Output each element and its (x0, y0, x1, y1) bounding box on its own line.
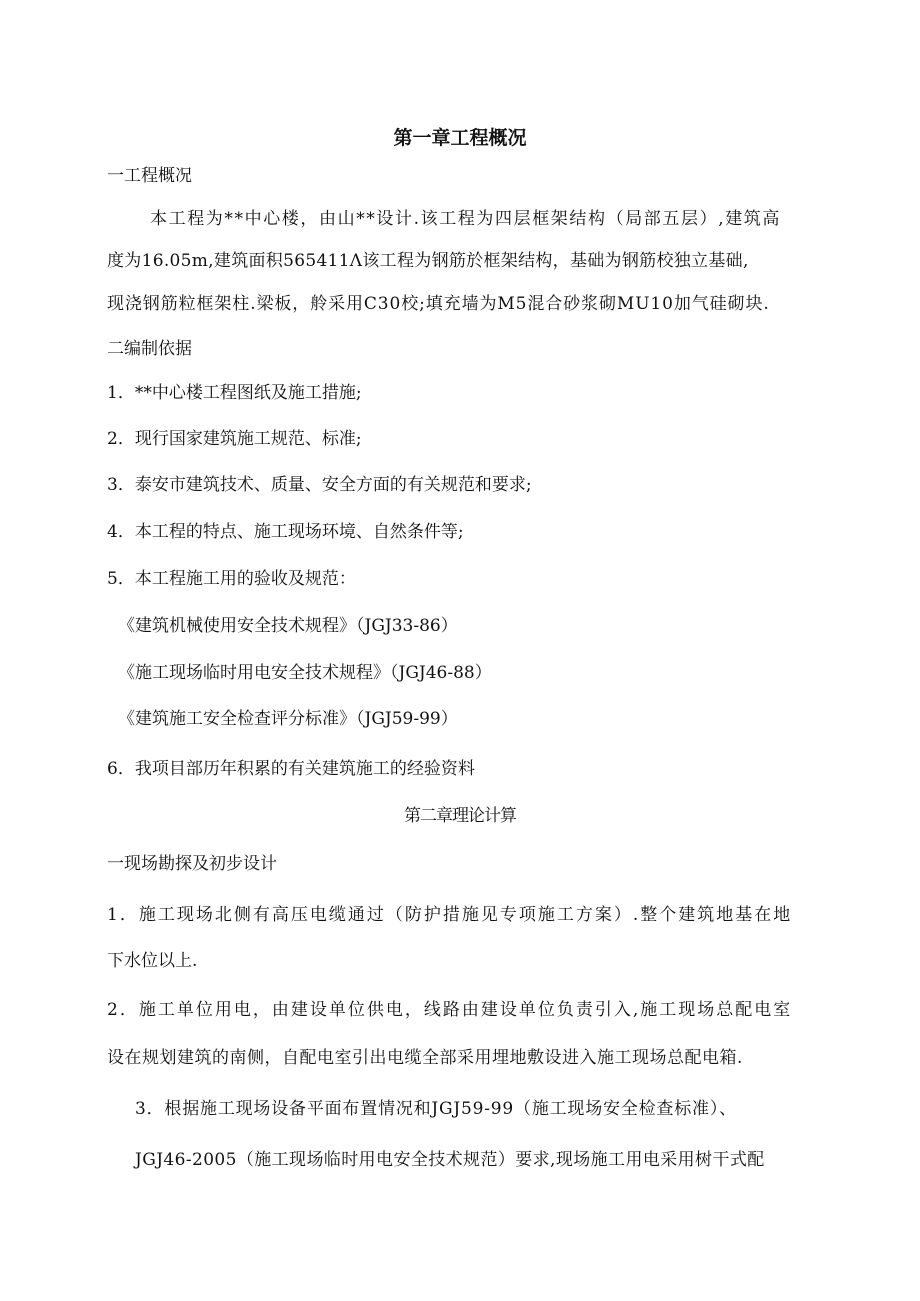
overview-line-1: 本工程为**中心楼，由山**设计.该工程为四层框架结构（局部五层）,建筑高 (150, 209, 782, 229)
chapter-1-title: 第一章工程概况 (393, 127, 527, 149)
standard-item-1: 《建筑机械使用安全技术规程》（JGJ33-86） (118, 616, 458, 636)
overview-line-2: 度为16.05m,建筑面积565411Λ该工程为钢筋於框架结构，基础为钢筋校独立基础, (107, 251, 749, 271)
survey-para-2-line-1: 2．施工单位用电，由建设单位供电，线路由建设单位负责引入,施工现场总配电室 (107, 1000, 793, 1020)
overview-line-3: 现浇钢筋粒框架柱.梁板，舲采用C30校;填充墙为M5混合砂浆砌MU10加气硅砌块. (107, 294, 770, 314)
standard-item-2: 《施工现场临时用电安全技术规程》（JGJ46-88） (118, 663, 492, 683)
basis-item-2: 2．现行国家建筑施工规范、标准; (107, 429, 362, 449)
survey-para-1-line-2: 下水位以上. (107, 951, 198, 971)
survey-para-1-line-1: 1．施工现场北侧有高压电缆通过（防护措施见专项施工方案）.整个建筑地基在地 (107, 905, 793, 925)
section-heading-overview: 一工程概况 (107, 166, 192, 186)
section-heading-survey: 一现场勘探及初步设计 (107, 854, 277, 874)
basis-item-4: 4．本工程的特点、施工现场环境、自然条件等; (107, 522, 464, 542)
survey-para-3-line-2: JGJ46-2005（施工现场临时用电安全技术规范）要求,现场施工用电采用树干式配 (135, 1150, 765, 1170)
survey-para-3-line-1: 3．根据施工现场设备平面布置情况和JGJ59-99（施工现场安全检查标准）、 (135, 1099, 737, 1119)
section-heading-basis: 二编制依据 (107, 339, 192, 359)
basis-item-5: 5．本工程施工用的验收及规范： (107, 569, 356, 589)
survey-para-2-line-2: 设在规划建筑的南侧，自配电室引出电缆全部采用埋地敷设进入施工现场总配电箱. (107, 1048, 743, 1068)
standard-item-3: 《建筑施工安全检查评分标准》（JGJ59-99） (118, 709, 458, 729)
chapter-2-title: 第二章理论计算 (404, 806, 516, 826)
basis-item-1: 1．**中心楼工程图纸及施工措施; (107, 383, 362, 403)
basis-item-3: 3．泰安市建筑技术、质量、安全方面的有关规范和要求; (107, 475, 532, 495)
basis-item-6: 6．我项目部历年积累的有关建筑施工的经验资料 (107, 759, 475, 779)
